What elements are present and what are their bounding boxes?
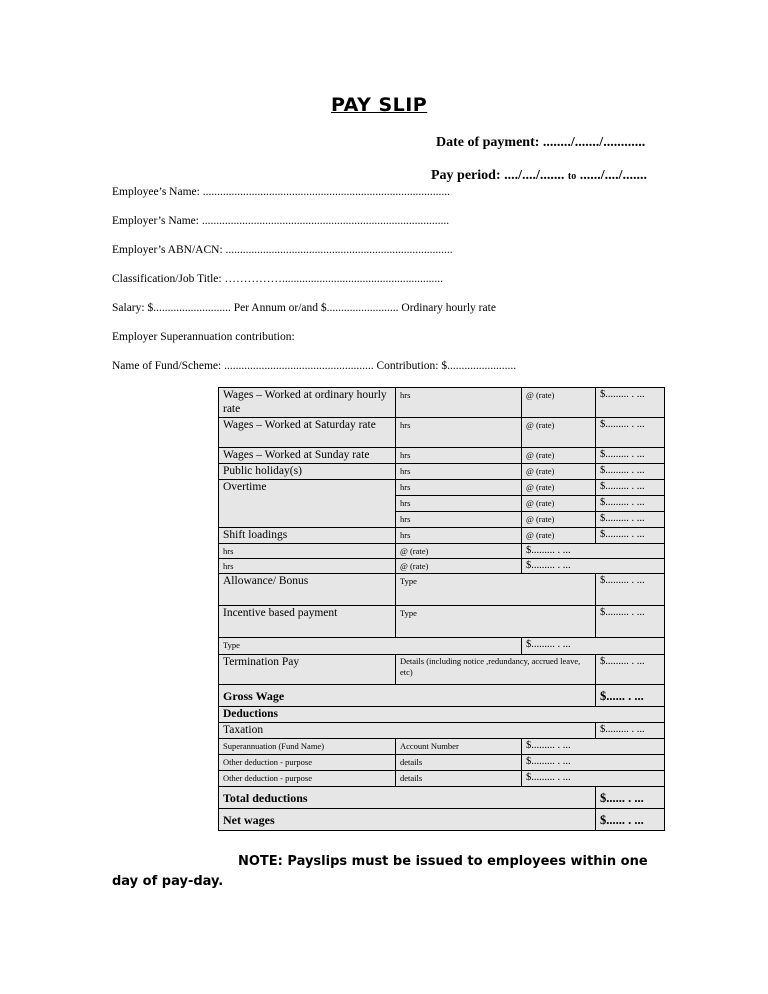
table-row <box>219 544 665 559</box>
gross-wage-label: Gross Wage <box>219 685 596 707</box>
overtime-label: Overtime <box>219 480 396 528</box>
amount-cell: $......... . ... <box>522 755 665 771</box>
table-row <box>219 559 665 574</box>
hrs-cell: hrs <box>219 559 396 574</box>
table-row <box>219 448 665 464</box>
table-row <box>219 809 665 831</box>
total-deductions-amount: $...... . ... <box>596 787 665 809</box>
superannuation-label: Employer Superannuation contribution: <box>112 331 295 343</box>
table-row <box>219 655 665 685</box>
table-row <box>219 418 665 448</box>
rate-cell: @ (rate) <box>522 496 596 512</box>
incentive-payment-label: Incentive based payment <box>219 606 396 638</box>
pay-slip-table <box>218 387 665 831</box>
other-deduction-label: Other deduction - purpose <box>219 755 396 771</box>
table-row <box>219 606 665 638</box>
amount-cell: $......... . ... <box>522 638 665 655</box>
rate-cell: @ (rate) <box>522 512 596 528</box>
termination-details-cell: Details (including notice ,redundancy, accrued leave, etc) <box>396 655 596 685</box>
hrs-cell: hrs <box>396 388 522 418</box>
table-row <box>219 787 665 809</box>
rate-cell: @ (rate) <box>396 559 522 574</box>
page-title: PAY SLIP <box>331 94 428 116</box>
details-cell: details <box>396 755 522 771</box>
amount-cell: $......... . ... <box>596 464 665 480</box>
rate-cell: @ (rate) <box>522 418 596 448</box>
table-row <box>219 685 665 707</box>
other-deduction-label: Other deduction - purpose <box>219 771 396 787</box>
public-holiday-label: Public holiday(s) <box>219 464 396 480</box>
amount-cell: $......... . ... <box>596 418 665 448</box>
employee-name-field: Employee’s Name: ...................................................................................... <box>112 186 450 198</box>
amount-cell: $......... . ... <box>522 559 665 574</box>
wages-saturday-label: Wages – Worked at Saturday rate <box>219 418 396 448</box>
hrs-cell: hrs <box>396 528 522 544</box>
superannuation-label: Superannuation (Fund Name) <box>219 739 396 755</box>
pay-period-to: to <box>567 171 577 182</box>
wages-ordinary-label: Wages – Worked at ordinary hourly rate <box>219 388 396 418</box>
taxation-label: Taxation <box>219 723 596 739</box>
rate-cell: @ (rate) <box>522 480 596 496</box>
date-of-payment: Date of payment: ......../......./............ <box>436 135 646 150</box>
amount-cell: $......... . ... <box>596 496 665 512</box>
allowance-bonus-label: Allowance/ Bonus <box>219 574 396 606</box>
amount-cell: $......... . ... <box>596 448 665 464</box>
hrs-cell: hrs <box>396 480 522 496</box>
pay-period-start: Pay period: ..../..../....... <box>431 168 568 183</box>
details-cell: details <box>396 771 522 787</box>
employer-name-field: Employer’s Name: ...................................................................................... <box>112 215 450 227</box>
hrs-cell: hrs <box>396 464 522 480</box>
hrs-cell: hrs <box>396 496 522 512</box>
amount-cell: $......... . ... <box>522 544 665 559</box>
salary-field: Salary: $........................... Per Annum or/and $......................... Ordinary hourly rate <box>112 302 496 314</box>
rate-cell: @ (rate) <box>396 544 522 559</box>
amount-cell: $......... . ... <box>522 771 665 787</box>
table-row <box>219 388 665 418</box>
fund-field: Name of Fund/Scheme: .................................................... Contribution: $........................ <box>112 360 517 372</box>
amount-cell: $......... . ... <box>596 655 665 685</box>
type-cell: Type <box>396 574 596 606</box>
table-row <box>219 723 665 739</box>
shift-loadings-label: Shift loadings <box>219 528 396 544</box>
amount-cell: $......... . ... <box>596 574 665 606</box>
wages-sunday-label: Wages – Worked at Sunday rate <box>219 448 396 464</box>
net-wages-label: Net wages <box>219 809 596 831</box>
type-cell: Type <box>219 638 522 655</box>
amount-cell: $......... . ... <box>596 512 665 528</box>
table-row <box>219 574 665 606</box>
employer-abn-field: Employer’s ABN/ACN: ............................................................................... <box>112 244 453 256</box>
hrs-cell: hrs <box>396 418 522 448</box>
amount-cell: $......... . ... <box>596 723 665 739</box>
table-row <box>219 771 665 787</box>
table-row <box>219 464 665 480</box>
amount-cell: $......... . ... <box>596 480 665 496</box>
account-number-cell: Account Number <box>396 739 522 755</box>
net-wages-amount: $...... . ... <box>596 809 665 831</box>
table-row <box>219 739 665 755</box>
amount-cell: $......... . ... <box>596 528 665 544</box>
rate-cell: @ (rate) <box>522 448 596 464</box>
rate-cell: @ (rate) <box>522 388 596 418</box>
pay-period-end: ....../..../....... <box>576 168 648 183</box>
table-row <box>219 528 665 544</box>
amount-cell: $......... . ... <box>596 388 665 418</box>
termination-pay-label: Termination Pay <box>219 655 396 685</box>
table-row <box>219 755 665 771</box>
hrs-cell: hrs <box>396 448 522 464</box>
payslip-note: NOTE: Payslips must be issued to employees within one day of pay-day. <box>112 854 648 889</box>
table-row <box>219 480 665 496</box>
rate-cell: @ (rate) <box>522 464 596 480</box>
type-cell: Type <box>396 606 596 638</box>
table-row <box>219 638 665 655</box>
hrs-cell: hrs <box>396 512 522 528</box>
total-deductions-label: Total deductions <box>219 787 596 809</box>
amount-cell: $......... . ... <box>522 739 665 755</box>
pay-period <box>431 168 647 184</box>
rate-cell: @ (rate) <box>522 528 596 544</box>
hrs-cell: hrs <box>219 544 396 559</box>
classification-field: Classification/Job Title: ……………........................................................ <box>112 273 443 285</box>
gross-wage-amount: $...... . ... <box>596 685 665 707</box>
deductions-heading: Deductions <box>219 707 665 723</box>
table-row <box>219 707 665 723</box>
amount-cell: $......... . ... <box>596 606 665 638</box>
